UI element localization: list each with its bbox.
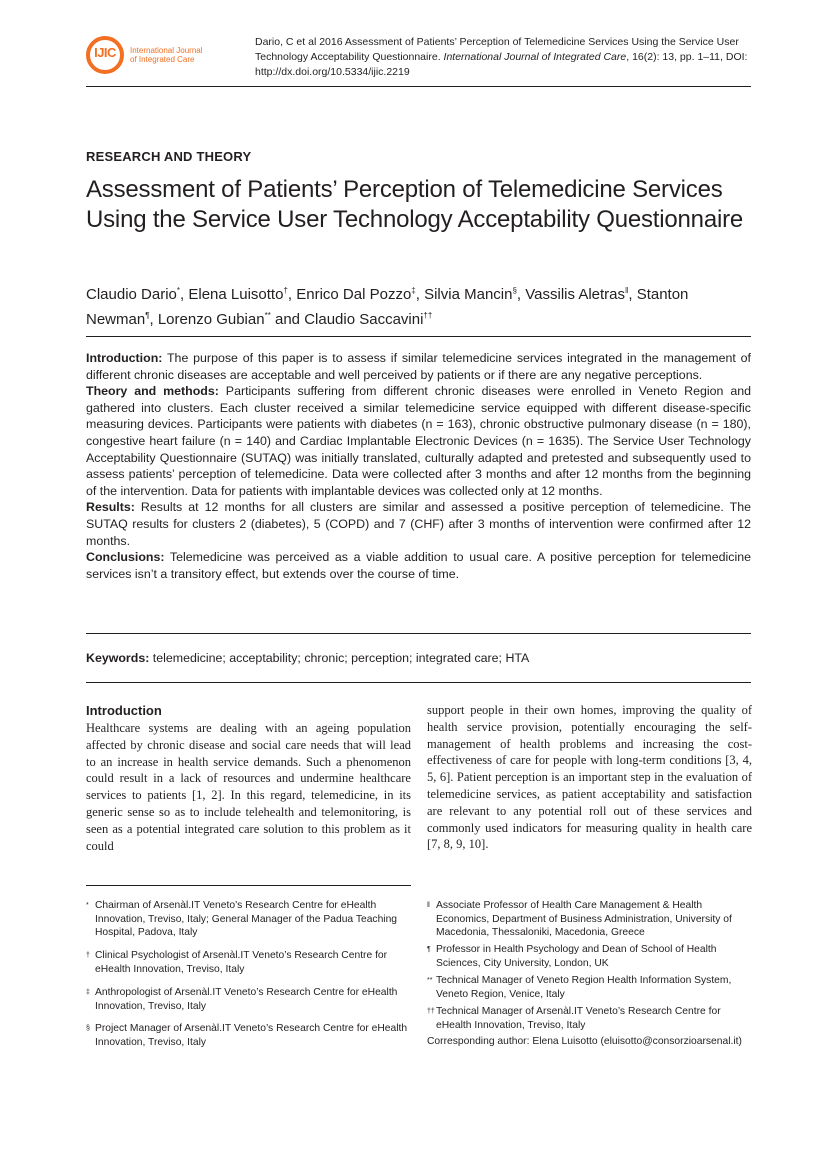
- footnote: [427, 1005, 757, 1032]
- footnote-text: Anthropologist of Arsenàl.IT Veneto’s Research Centre for eHealth Innovation, Treviso, Italy: [95, 987, 398, 1012]
- author-name: Claudio Dario: [86, 286, 177, 303]
- journal-logo: [86, 36, 206, 84]
- author-affiliation-mark: ‡: [411, 286, 416, 295]
- footnote: [86, 1022, 416, 1049]
- abstract-label: Theory and methods:: [86, 384, 219, 399]
- footnote-mark: **: [427, 977, 433, 984]
- footnote-mark: ††: [427, 1008, 435, 1015]
- footnote: [86, 986, 416, 1013]
- footnote: [427, 943, 757, 970]
- citation-text: Dario, C et al 2016 Assessment of Patients’ Perception of Telemedicine Services Using the Service User Technology Acceptability Questionnaire.: [255, 36, 739, 63]
- author-affiliation-mark: †: [283, 286, 288, 295]
- abstract-results: [86, 499, 751, 549]
- footnote-mark: ‖: [427, 902, 430, 909]
- abstract-label: Introduction:: [86, 351, 163, 365]
- corresponding-author: [427, 1035, 757, 1049]
- header-rule: [86, 86, 751, 87]
- introduction-paragraph-left: Healthcare systems are dealing with an ageing population affected by chronic disease and social care needs that will lead to an increase in health service demands. Such a phenomenon could result in a lack of resources and undermine healthcare services to patients [1, 2]. In this regard, telemedicine, in its generic sense so as to include telehealth and telemonitoring, is seen as a potential integrated care solution to this problem as it could: [86, 721, 411, 853]
- abstract-text: Participants suffering from different chronic diseases were enrolled in Veneto Region and gathered into clusters. Each cluster received a similar telemedicine service equipped with different disease-specific measuring devices. Participants were patients with diabetes (n = 163), chronic obstructive pulmonary disease (n = 180), congestive heart failure (n = 140) and Cardiac Implantable Electronic Devices (n = 1635). The Service User Technology Acceptability Questionnaire (SUTAQ) was initially translated, culturally adapted and pretested and subsequently used to assess patients’ perception of telemedicine. Data were collected after 3 months and after 12 months from the beginning of the intervention. Data for patients with implantable devices was collected only at 12 months.: [86, 384, 752, 498]
- footnote-text: Professor in Health Psychology and Dean of School of Health Sciences, City University, London, UK: [436, 944, 717, 969]
- author-name: Elena Luisotto: [188, 286, 284, 303]
- author-name: Lorenzo Gubian: [157, 311, 265, 328]
- footnote: [86, 899, 416, 940]
- author-affiliation-mark: ¶: [145, 311, 150, 320]
- footnote-text: Technical Manager of Veneto Region Health Information System, Veneto Region, Venice, Italy: [436, 975, 732, 1000]
- introduction-heading: Introduction: [86, 703, 162, 718]
- footnote-rule: [86, 885, 411, 886]
- logo-line-2: of Integrated Care: [130, 55, 195, 64]
- footnote-mark: §: [86, 1025, 90, 1032]
- footnote-mark: ¶: [427, 946, 431, 953]
- logo-line-1: International Journal: [130, 46, 203, 55]
- keywords-bottom-rule: [86, 682, 751, 683]
- author-name: Vassilis Aletras: [525, 286, 626, 303]
- keywords-text: telemedicine; acceptability; chronic; perception; integrated care; HTA: [149, 651, 530, 665]
- abstract-label: Results:: [86, 500, 135, 515]
- logo-text: [130, 46, 203, 64]
- footnote: [427, 899, 757, 940]
- footnote-text: Associate Professor of Health Care Management & Health Economics, Department of Business Administration, University of Macedonia, Thessaloniki, Macedonia, Greece: [436, 900, 732, 939]
- abstract-text: Results at 12 months for all clusters are similar and assessed a positive perception of telemedicine. The SUTAQ results for clusters 2 (diabetes), 5 (COPD) and 7 (CHF) after 3 months of intervention were confirmed after 12 months.: [86, 500, 751, 548]
- footnote-mark: †: [86, 952, 90, 959]
- author-affiliation-mark: ‖: [625, 286, 629, 295]
- abstract-text: Telemedicine was perceived as a viable addition to usual care. A positive perception for telemedicine services isn’t a transitory effect, but extends over the course of time.: [86, 550, 751, 581]
- keywords-label: Keywords:: [86, 651, 150, 665]
- footnote-text: Chairman of Arsenàl.IT Veneto’s Research Centre for eHealth Innovation, Treviso, Italy; General Manager of the Padua Teaching Hospital, Padova, Italy: [95, 900, 398, 939]
- author-affiliation-mark: §: [512, 286, 517, 295]
- footnote: [427, 974, 757, 1001]
- author-name: Enrico Dal Pozzo: [296, 286, 412, 303]
- author-affiliation-mark: ††: [423, 311, 433, 320]
- author-affiliation-mark: *: [176, 286, 181, 295]
- author-name: Claudio Saccavini: [304, 311, 424, 328]
- corresponding-text: Corresponding author: Elena Luisotto (eluisotto@consorzioarsenal.it): [427, 1036, 742, 1047]
- body-column-right: [427, 702, 752, 853]
- footnote-text: Clinical Psychologist of Arsenàl.IT Veneto’s Research Centre for eHealth Innovation, Treviso, Italy: [95, 950, 388, 975]
- author-affiliation-mark: **: [264, 311, 271, 320]
- keywords: [86, 650, 751, 666]
- footnote-text: Project Manager of Arsenàl.IT Veneto’s Research Centre for eHealth Innovation, Treviso, Italy: [95, 1023, 408, 1048]
- author-list: Claudio Dario*, Elena Luisotto†, Enrico Dal Pozzo‡, Silvia Mancin§, Vassilis Aletras‖, Stanton Newman¶, Lorenzo Gubian** and Claudio Saccavini††: [86, 286, 689, 328]
- abstract-label: Conclusions:: [86, 550, 165, 565]
- abstract-conclusions: [86, 549, 751, 582]
- abstract: [86, 350, 751, 582]
- abstract-top-rule: [86, 336, 751, 337]
- footnote-mark: *: [86, 902, 89, 909]
- footnote: [86, 949, 416, 976]
- footnote-text: Technical Manager of Arsenàl.IT Veneto’s Research Centre for eHealth Innovation, Treviso, Italy: [436, 1006, 721, 1031]
- keywords-top-rule: [86, 633, 751, 634]
- abstract-introduction: [86, 350, 751, 383]
- section-label: RESEARCH AND THEORY: [86, 149, 252, 164]
- author-name: Silvia Mancin: [424, 286, 513, 303]
- author-name: Stanton Newman: [86, 286, 689, 328]
- logo-mark: IJIC: [94, 45, 116, 60]
- citation-details: , 16(2): 13, pp. 1–11, DOI: http://dx.doi.org/10.5334/ijic.2219: [255, 51, 748, 78]
- citation: [255, 35, 750, 80]
- body-column-left: [86, 702, 411, 854]
- citation-journal: International Journal of Integrated Care: [443, 51, 627, 63]
- introduction-paragraph-right: support people in their own homes, improving the quality of health service provision, potentially encouraging the self-management of health problems and increasing the cost-effectiveness of care for people with long-term conditions [3, 4, 5, 6]. Patient perception is an important step in the evaluation of telemedicine services, as patient acceptability and satisfaction are relevant to any potential roll out of these services and commonly used indicators for measuring quality in health care [7, 8, 9, 10].: [427, 703, 752, 852]
- abstract-text: The purpose of this paper is to assess if similar telemedicine services integrated in the management of different chronic diseases are acceptable and well perceived by patients or if there are any negative perceptions.: [86, 351, 751, 382]
- article-title: Assessment of Patients’ Perception of Telemedicine Services Using the Service User Technology Acceptability Questionnaire: [86, 176, 744, 233]
- footnote-mark: ‡: [86, 989, 90, 996]
- abstract-theory-methods: [86, 383, 751, 499]
